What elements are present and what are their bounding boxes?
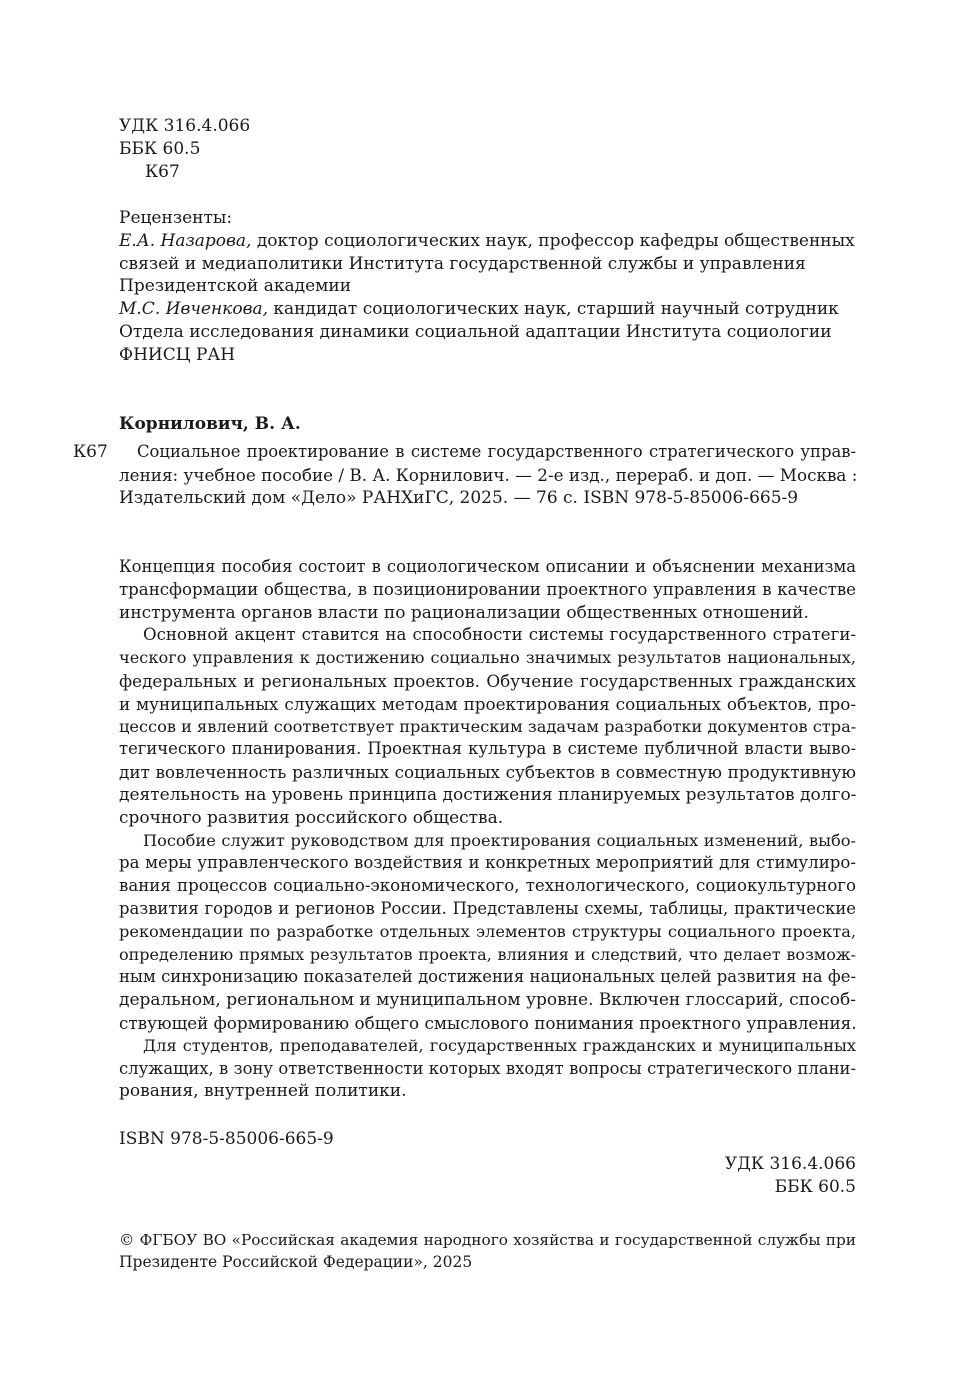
footer-bbk-code: ББК 60.5: [774, 1176, 856, 1197]
abstract-line: федеральных и региональных проектов. Обучение государственных гражданских: [119, 670, 856, 691]
abstract-line: и муниципальных служащих методам проектирования социальных объектов, про-: [119, 693, 856, 714]
abstract-line: инструмента органов власти по рационализации общественных отношений.: [119, 602, 809, 623]
udk-code: УДК 316.4.066: [119, 116, 251, 136]
reviewer-2-line-3: ФНИСЦ РАН: [119, 344, 236, 365]
abstract-line: рекомендации по разработке отдельных элементов структуры социального проекта,: [119, 921, 856, 941]
bibliography-line-3: Издательский дом «Дело» РАНХиГС, 2025. — 76 с. ISBN 978-5-85006-665-9: [119, 487, 799, 508]
abstract-paragraph-3: [119, 830, 856, 1035]
copyright-block: [119, 1229, 856, 1273]
abstract-line: рования, внутренней политики.: [119, 1081, 407, 1102]
footer-classification: [119, 1153, 856, 1199]
abstract-line: определению прямых результатов проекта, влияния и следствий, что делает возмож-: [119, 944, 856, 964]
reviewer-2-line-2: Отдела исследования динамики социальной адаптации Института социологии: [119, 321, 832, 342]
classification-block: [119, 115, 856, 183]
footer-udk-code: УДК 316.4.066: [724, 1154, 856, 1174]
abstract-line: Основной акцент ставится на способности системы государственного стратеги-: [143, 625, 856, 645]
book-author: Корнилович, В. А.: [119, 414, 301, 434]
abstract-paragraph-2: [119, 624, 856, 829]
reviewer-1-name: Е.А. Назарова,: [119, 230, 252, 251]
abstract-line: дит вовлеченность различных социальных субъектов в совместную продуктивную: [119, 762, 856, 783]
reviewer-2-name: М.С. Ивченкова,: [119, 299, 268, 320]
reviewer-1-line-1: Е.А. Назарова, доктор социологических наук, профессор кафедры общественных: [119, 230, 855, 251]
isbn: ISBN 978-5-85006-665-9: [119, 1129, 334, 1149]
reviewers-heading: Рецензенты:: [119, 208, 233, 228]
abstract-line: служащих, в зону ответственности которых входят вопросы стратегического плани-: [119, 1058, 856, 1078]
abstract-line: Концепция пособия состоит в социологическом описании и объяснении механизма: [119, 557, 856, 576]
abstract-line: деятельность на уровень принципа достижения планируемых результатов долго-: [119, 784, 857, 805]
copyright-line-2: Президенте Российской Федерации», 2025: [119, 1253, 473, 1271]
bibliography-description: [119, 441, 856, 509]
reviewers-block: [119, 207, 856, 367]
abstract-paragraph-4: [119, 1035, 856, 1103]
bibliography-author-mark: К67: [73, 442, 108, 462]
abstract-line: ствующей формированию общего смыслового понимания проектного управления.: [119, 1012, 857, 1033]
bibliography-line-1: Социальное проектирование в системе государственного стратегического управ-: [137, 442, 856, 461]
reviewer-1-line-3: Президентской академии: [119, 276, 352, 297]
abstract: [119, 556, 856, 1103]
copyright-line-1: © ФГБОУ ВО «Российская академия народного хозяйства и государственной службы при: [119, 1231, 856, 1249]
abstract-line: Для студентов, преподавателей, государственных гражданских и муниципальных: [143, 1035, 856, 1055]
abstract-line: развития городов и регионов России. Представлены схемы, таблицы, практические: [119, 898, 856, 918]
abstract-line: тегического планирования. Проектная культура в системе публичной власти выво-: [119, 739, 856, 759]
abstract-line: ным синхронизацию показателей достижения национальных целей развития на фе-: [119, 967, 856, 987]
abstract-line: вания процессов социально-экономического, технологического, социокультурного: [119, 876, 856, 896]
abstract-line: цессов и явлений соответствует практическим задачам разработки документов стра-: [119, 716, 857, 736]
abstract-line: ческого управления к достижению социально значимых результатов национальных,: [119, 648, 856, 668]
author-mark: К67: [145, 161, 180, 182]
reviewer-2-line-1: М.С. Ивченкова, кандидат социологических наук, старший научный сотрудник: [119, 299, 839, 320]
bibliographic-record: [119, 413, 856, 436]
abstract-line: деральном, региональном и муниципальном уровне. Включен глоссарий, способ-: [119, 990, 856, 1011]
isbn-block: [119, 1128, 856, 1151]
abstract-line: Пособие служит руководством для проектирования социальных изменений, выбо-: [143, 830, 856, 850]
abstract-line: ра меры управленческого воздействия и конкретных мероприятий для стимулиро-: [119, 853, 856, 873]
bbk-code: ББК 60.5: [119, 138, 201, 159]
reviewer-1-line-2: связей и медиаполитики Института государственной службы и управления: [119, 253, 806, 274]
abstract-line: трансформации общества, в позиционировании проектного управления в качестве: [119, 579, 856, 599]
abstract-paragraph-1: [119, 556, 856, 624]
abstract-line: срочного развития российского общества.: [119, 807, 504, 828]
bibliography-line-2: ления: учебное пособие / В. А. Корнилович. — 2-е изд., перераб. и доп. — Москва :: [119, 464, 858, 485]
